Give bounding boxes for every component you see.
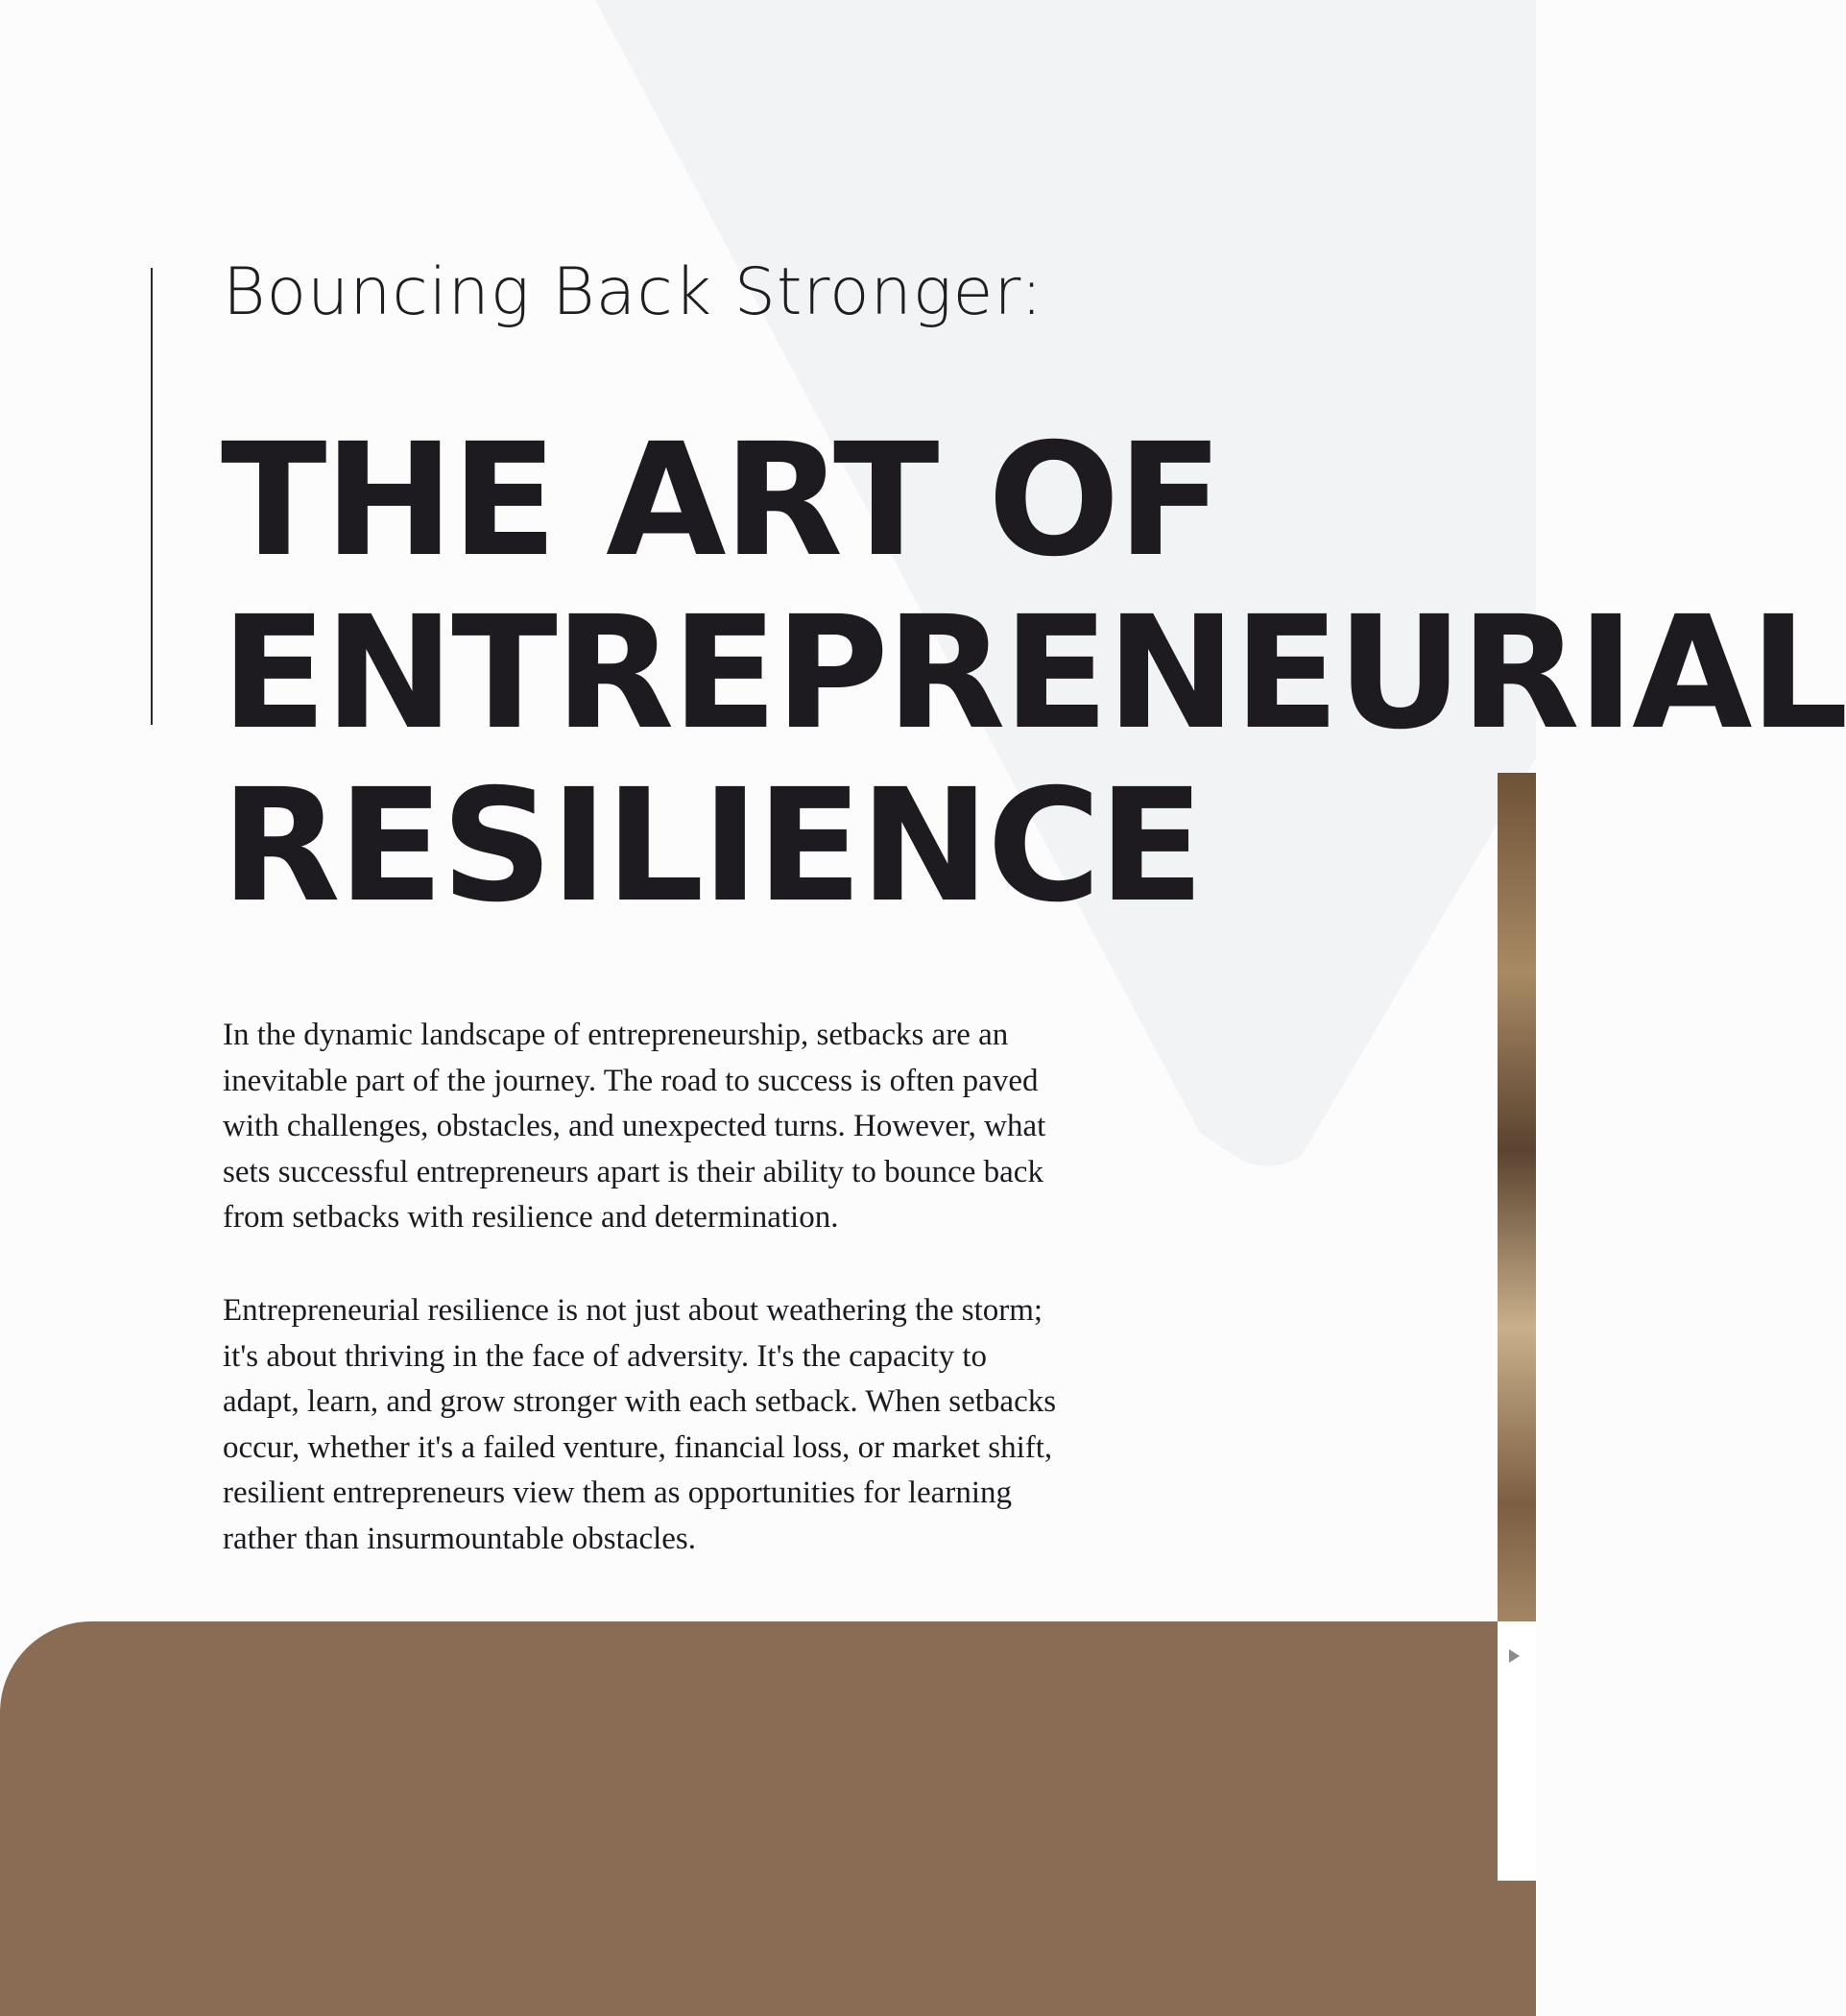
subtitle: Bouncing Back Stronger: [223,254,1044,330]
page-title [221,411,1846,937]
paragraph-line: rather than insurmountable obstacles. [223,1521,697,1556]
paragraph-line: In the dynamic landscape of entrepreneurship, setbacks are an [223,1018,1009,1052]
paragraph-line: Entrepreneurial resilience is not just about weathering the storm; [223,1293,1043,1328]
intro-paragraph [223,1013,1183,1241]
paragraph-line: occur, whether it's a failed venture, financial loss, or market shift, [223,1429,1053,1465]
footer-color-block [0,1621,1536,2016]
paragraph-line: from setbacks with resilience and determination. [223,1200,839,1236]
paragraph-line: sets successful entrepreneurs apart is their ability to bounce back [223,1154,1043,1189]
paragraph-line: resilient entrepreneurs view them as opportunities for learning [223,1476,1012,1511]
paragraph-line: with challenges, obstacles, and unexpected turns. However, what [223,1109,1046,1144]
paragraph-line: adapt, learn, and grow stronger with each setback. When setbacks [223,1384,1057,1420]
paragraph-line: inevitable part of the journey. The road to success is often paved [223,1063,1039,1098]
resilience-paragraph [223,1288,1183,1563]
paragraph-line: it's about thriving in the face of adversity. It's the capacity to [223,1338,988,1374]
title-line: RESILIENCE [221,756,1202,937]
title-line: THE ART OF [221,411,1221,591]
title-line: ENTREPRENEURIAL [221,584,1846,764]
title-accent-line [151,268,153,725]
play-icon [1509,1649,1520,1663]
